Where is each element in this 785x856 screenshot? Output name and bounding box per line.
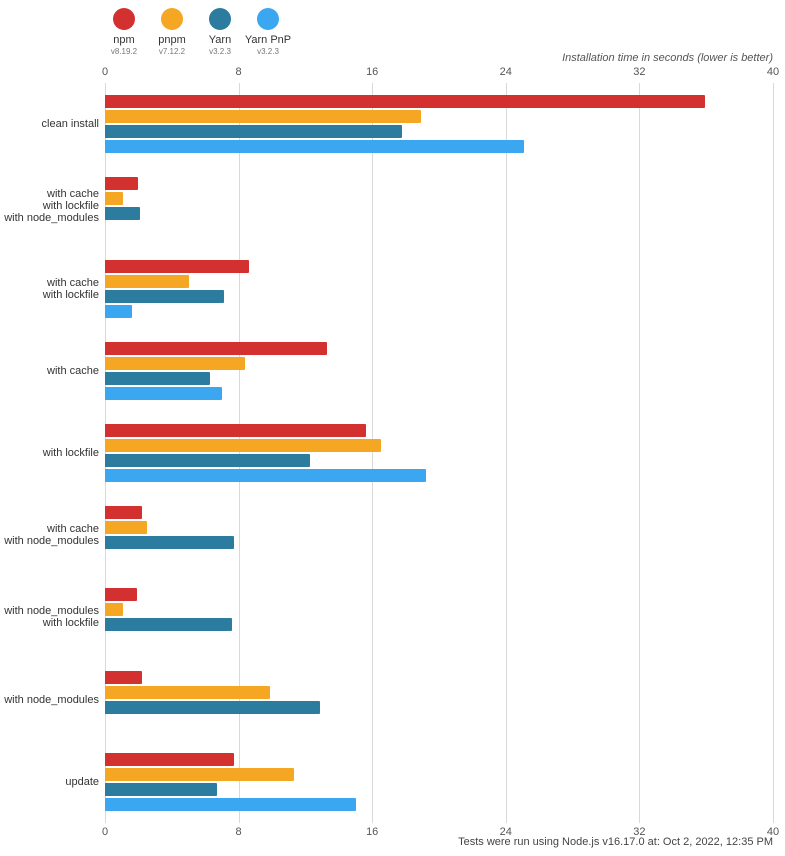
x-tick-label: 8 — [235, 66, 242, 78]
x-tick-label: 24 — [499, 66, 512, 78]
category-label: clean install — [41, 118, 99, 131]
legend-item-yarn[interactable] — [196, 8, 244, 57]
bar-group — [4, 165, 773, 247]
bar-yarn[interactable] — [105, 783, 217, 796]
bar-pnpm[interactable] — [105, 192, 123, 205]
footer-note: Tests were run using Node.js v16.17.0 at: Oct 2, 2022, 12:35 PM — [458, 836, 773, 848]
legend-item-pnpm[interactable] — [148, 8, 196, 57]
x-tick-label: 8 — [235, 826, 242, 838]
legend-label-pnpm: pnpm — [158, 34, 186, 46]
bar-pnpm[interactable] — [105, 110, 421, 123]
bar-pnpm[interactable] — [105, 686, 270, 699]
bar-group — [4, 659, 773, 741]
bar-npm[interactable] — [105, 424, 366, 437]
category-label: with lockfile — [42, 446, 99, 459]
legend-color-swatch-npm — [113, 8, 135, 30]
bar-group — [42, 412, 773, 494]
bar-npm[interactable] — [105, 671, 142, 684]
bar-yarn-pnp[interactable] — [105, 387, 222, 400]
x-tick-label: 0 — [101, 826, 109, 838]
legend-item-yarn-pnp[interactable] — [244, 8, 292, 57]
x-tick-label: 24 — [499, 826, 512, 838]
legend-label-yarn-pnp: Yarn PnP — [244, 34, 292, 46]
x-tick-label: 40 — [766, 66, 780, 78]
x-tick-label: 16 — [366, 826, 379, 838]
bar-yarn-pnp[interactable] — [105, 305, 132, 318]
category-label: with cache — [47, 364, 99, 377]
category-label: with cache with node_modules — [4, 523, 99, 548]
bar-group — [4, 494, 773, 576]
bar-yarn[interactable] — [105, 536, 234, 549]
bar-pnpm[interactable] — [105, 275, 189, 288]
bar-npm[interactable] — [105, 177, 138, 190]
legend-version-yarn: v3.2.3 — [209, 47, 231, 56]
bar-pnpm[interactable] — [105, 357, 245, 370]
bar-pnpm[interactable] — [105, 768, 294, 781]
gridline — [773, 83, 774, 823]
x-tick-label: 32 — [633, 66, 646, 78]
bar-yarn[interactable] — [105, 701, 320, 714]
x-axis-top — [101, 66, 780, 80]
bar-yarn[interactable] — [105, 454, 310, 467]
bar-group — [42, 247, 773, 329]
bar-yarn[interactable] — [105, 207, 140, 220]
legend-color-swatch-yarn-pnp — [257, 8, 279, 30]
category-label: with node_modules — [4, 693, 99, 706]
category-label: update — [65, 775, 99, 788]
bar-npm[interactable] — [105, 342, 327, 355]
bar-yarn[interactable] — [105, 618, 232, 631]
bar-group — [41, 83, 773, 165]
bar-group — [47, 330, 773, 412]
bar-pnpm[interactable] — [105, 439, 381, 452]
bar-npm[interactable] — [105, 95, 705, 108]
legend-color-swatch-pnpm — [161, 8, 183, 30]
bar-npm[interactable] — [105, 260, 249, 273]
legend-label-yarn: Yarn — [208, 34, 232, 46]
category-label: with cache with lockfile — [42, 276, 99, 301]
legend-item-npm[interactable] — [100, 8, 148, 57]
x-tick-label: 40 — [766, 826, 780, 838]
bar-group — [4, 576, 773, 658]
bar-npm[interactable] — [105, 506, 142, 519]
x-tick-label: 32 — [633, 826, 646, 838]
category-label: with node_modules with lockfile — [4, 605, 99, 630]
bar-npm[interactable] — [105, 753, 234, 766]
legend-version-npm: v8.19.2 — [110, 47, 138, 56]
chart-plot-area — [4, 83, 773, 823]
x-tick-label: 16 — [366, 66, 379, 78]
legend-version-pnpm: v7.12.2 — [158, 47, 186, 56]
bar-pnpm[interactable] — [105, 603, 123, 616]
legend-color-swatch-yarn — [209, 8, 231, 30]
bar-pnpm[interactable] — [105, 521, 147, 534]
x-tick-label: 0 — [101, 66, 109, 78]
legend — [100, 8, 292, 57]
category-label: with cache with lockfile with node_modules — [4, 188, 99, 225]
bar-yarn-pnp[interactable] — [105, 140, 524, 153]
bar-yarn-pnp[interactable] — [105, 798, 356, 811]
bar-npm[interactable] — [105, 588, 137, 601]
bar-yarn[interactable] — [105, 125, 402, 138]
bar-yarn[interactable] — [105, 290, 224, 303]
bar-yarn-pnp[interactable] — [105, 469, 426, 482]
legend-label-npm: npm — [113, 34, 135, 46]
bar-yarn[interactable] — [105, 372, 210, 385]
bar-group — [65, 741, 773, 823]
chart-caption: Installation time in seconds (lower is better) — [562, 52, 773, 64]
legend-version-yarn-pnp: v3.2.3 — [257, 47, 279, 56]
